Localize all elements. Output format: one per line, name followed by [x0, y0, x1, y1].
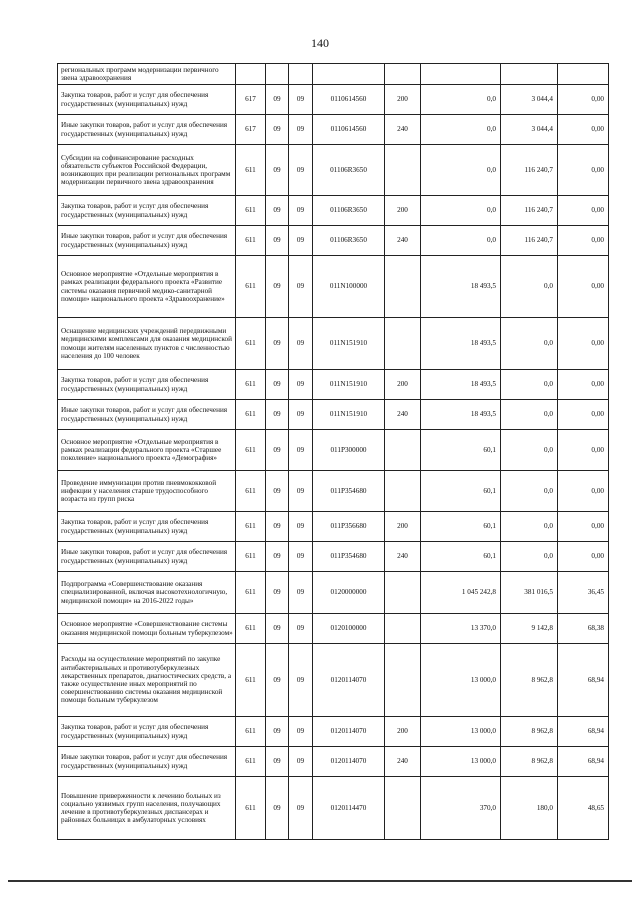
ministry-code-cell: 611: [236, 644, 266, 717]
planned-amount-cell: 18 493,5: [421, 318, 501, 370]
table-row: [58, 717, 609, 747]
subsection-code-cell: 09: [289, 115, 313, 145]
execution-percent-cell: 68,38: [558, 614, 609, 644]
executed-amount-cell: 381 016,5: [501, 572, 558, 614]
row-name-cell: региональных программ модернизации первичного звена здравоохранения: [58, 64, 236, 85]
subsection-code-cell: 09: [289, 777, 313, 840]
expense-type-cell: [385, 777, 421, 840]
target-article-cell: 0120100000: [313, 614, 385, 644]
subsection-code-cell: 09: [289, 226, 313, 256]
planned-amount-cell: [421, 64, 501, 85]
table-row: [58, 644, 609, 717]
expense-type-cell: 240: [385, 400, 421, 430]
row-name-cell: Основное мероприятие «Отдельные мероприятия в рамках реализации федерального проекта «Развитие системы оказания первичной медико-санитарной помощи» национального проекта «Здравоохранение»: [58, 256, 236, 318]
ministry-code-cell: 611: [236, 777, 266, 840]
section-code-cell: 09: [266, 370, 289, 400]
table-row: [58, 777, 609, 840]
section-code-cell: 09: [266, 115, 289, 145]
table-row: [58, 614, 609, 644]
ministry-code-cell: 611: [236, 370, 266, 400]
executed-amount-cell: 116 240,7: [501, 226, 558, 256]
target-article-cell: 01106R3650: [313, 196, 385, 226]
table-body: [58, 64, 609, 840]
planned-amount-cell: 0,0: [421, 85, 501, 115]
ministry-code-cell: 617: [236, 85, 266, 115]
row-name-cell: Закупка товаров, работ и услуг для обеспечения государственных (муниципальных) нужд: [58, 85, 236, 115]
executed-amount-cell: 9 142,8: [501, 614, 558, 644]
planned-amount-cell: 370,0: [421, 777, 501, 840]
target-article-cell: 0110614560: [313, 115, 385, 145]
executed-amount-cell: 8 962,8: [501, 717, 558, 747]
executed-amount-cell: 8 962,8: [501, 747, 558, 777]
table-row: [58, 85, 609, 115]
executed-amount-cell: 0,0: [501, 471, 558, 512]
expense-type-cell: [385, 318, 421, 370]
expense-type-cell: 240: [385, 542, 421, 572]
execution-percent-cell: 48,65: [558, 777, 609, 840]
subsection-code-cell: 09: [289, 614, 313, 644]
planned-amount-cell: 60,1: [421, 471, 501, 512]
expense-type-cell: 200: [385, 370, 421, 400]
section-code-cell: 09: [266, 572, 289, 614]
row-name-cell: Закупка товаров, работ и услуг для обеспечения государственных (муниципальных) нужд: [58, 370, 236, 400]
planned-amount-cell: 13 000,0: [421, 747, 501, 777]
section-code-cell: 09: [266, 430, 289, 471]
executed-amount-cell: 3 044,4: [501, 85, 558, 115]
expense-type-cell: [385, 430, 421, 471]
execution-percent-cell: 0,00: [558, 400, 609, 430]
execution-percent-cell: 0,00: [558, 430, 609, 471]
ministry-code-cell: 611: [236, 256, 266, 318]
subsection-code-cell: 09: [289, 196, 313, 226]
table-row: [58, 115, 609, 145]
executed-amount-cell: 0,0: [501, 430, 558, 471]
subsection-code-cell: 09: [289, 542, 313, 572]
ministry-code-cell: 611: [236, 542, 266, 572]
execution-percent-cell: 0,00: [558, 226, 609, 256]
execution-percent-cell: 0,00: [558, 471, 609, 512]
target-article-cell: 011P300000: [313, 430, 385, 471]
planned-amount-cell: 0,0: [421, 145, 501, 196]
target-article-cell: 011N100000: [313, 256, 385, 318]
execution-percent-cell: 0,00: [558, 115, 609, 145]
budget-table: [57, 63, 609, 840]
expense-type-cell: 200: [385, 512, 421, 542]
execution-percent-cell: 0,00: [558, 85, 609, 115]
execution-percent-cell: 0,00: [558, 145, 609, 196]
section-code-cell: 09: [266, 318, 289, 370]
target-article-cell: 011N151910: [313, 400, 385, 430]
section-code-cell: 09: [266, 542, 289, 572]
execution-percent-cell: [558, 64, 609, 85]
row-name-cell: Иные закупки товаров, работ и услуг для обеспечения государственных (муниципальных) нужд: [58, 226, 236, 256]
row-name-cell: Подпрограмма «Совершенствование оказания специализированной, включая высокотехнологичную, медицинской помощи» на 2016-2022 годы»: [58, 572, 236, 614]
execution-percent-cell: 0,00: [558, 370, 609, 400]
section-code-cell: 09: [266, 196, 289, 226]
planned-amount-cell: 18 493,5: [421, 370, 501, 400]
row-name-cell: Повышение приверженности к лечению больных из социально уязвимых групп населения, получающих лечение в противотуберкулезных диспансерах и районных больницах в амбулаторных условиях: [58, 777, 236, 840]
subsection-code-cell: 09: [289, 145, 313, 196]
table-row: [58, 512, 609, 542]
executed-amount-cell: 8 962,8: [501, 644, 558, 717]
target-article-cell: 011N151910: [313, 318, 385, 370]
ministry-code-cell: 611: [236, 400, 266, 430]
execution-percent-cell: 68,94: [558, 747, 609, 777]
target-article-cell: 011P354680: [313, 542, 385, 572]
section-code-cell: 09: [266, 85, 289, 115]
executed-amount-cell: 0,0: [501, 256, 558, 318]
section-code-cell: 09: [266, 747, 289, 777]
ministry-code-cell: 611: [236, 614, 266, 644]
subsection-code-cell: 09: [289, 747, 313, 777]
row-name-cell: Основное мероприятие «Отдельные мероприятия в рамках реализации федерального проекта «Старшее поколение» национального проекта «Демография»: [58, 430, 236, 471]
planned-amount-cell: 0,0: [421, 115, 501, 145]
page-number: 140: [311, 36, 329, 50]
table-row: [58, 256, 609, 318]
row-name-cell: Иные закупки товаров, работ и услуг для обеспечения государственных (муниципальных) нужд: [58, 542, 236, 572]
subsection-code-cell: [289, 64, 313, 85]
row-name-cell: Иные закупки товаров, работ и услуг для обеспечения государственных (муниципальных) нужд: [58, 747, 236, 777]
subsection-code-cell: 09: [289, 318, 313, 370]
expense-type-cell: [385, 256, 421, 318]
ministry-code-cell: 611: [236, 572, 266, 614]
subsection-code-cell: 09: [289, 400, 313, 430]
table-row: [58, 430, 609, 471]
section-code-cell: 09: [266, 256, 289, 318]
expense-type-cell: 200: [385, 85, 421, 115]
section-code-cell: 09: [266, 226, 289, 256]
section-code-cell: 09: [266, 614, 289, 644]
executed-amount-cell: 3 044,4: [501, 115, 558, 145]
section-code-cell: 09: [266, 717, 289, 747]
expense-type-cell: 200: [385, 717, 421, 747]
target-article-cell: 0120114470: [313, 777, 385, 840]
subsection-code-cell: 09: [289, 572, 313, 614]
ministry-code-cell: 611: [236, 471, 266, 512]
row-name-cell: Проведение иммунизации против пневмококковой инфекции у населения старше трудоспособного возраста из групп риска: [58, 471, 236, 512]
bottom-rule: [8, 880, 632, 882]
section-code-cell: 09: [266, 777, 289, 840]
planned-amount-cell: 18 493,5: [421, 256, 501, 318]
execution-percent-cell: 0,00: [558, 542, 609, 572]
subsection-code-cell: 09: [289, 85, 313, 115]
target-article-cell: 01106R3650: [313, 226, 385, 256]
row-name-cell: Иные закупки товаров, работ и услуг для обеспечения государственных (муниципальных) нужд: [58, 115, 236, 145]
expense-type-cell: [385, 145, 421, 196]
row-name-cell: Закупка товаров, работ и услуг для обеспечения государственных (муниципальных) нужд: [58, 512, 236, 542]
target-article-cell: 0120114070: [313, 644, 385, 717]
expense-type-cell: [385, 644, 421, 717]
table-row: [58, 572, 609, 614]
row-name-cell: Субсидии на софинансирование расходных обязательств субъектов Российской Федерации, возникающих при реализации региональных программ модернизации первичного звена здравоохранения: [58, 145, 236, 196]
table-row: [58, 370, 609, 400]
planned-amount-cell: 60,1: [421, 430, 501, 471]
row-name-cell: Закупка товаров, работ и услуг для обеспечения государственных (муниципальных) нужд: [58, 717, 236, 747]
row-name-cell: Основное мероприятие «Совершенствование системы оказания медицинской помощи больным туберкулезом»: [58, 614, 236, 644]
ministry-code-cell: 611: [236, 512, 266, 542]
table-row: [58, 226, 609, 256]
ministry-code-cell: 617: [236, 115, 266, 145]
target-article-cell: 011N151910: [313, 370, 385, 400]
executed-amount-cell: 0,0: [501, 318, 558, 370]
planned-amount-cell: 0,0: [421, 196, 501, 226]
planned-amount-cell: 18 493,5: [421, 400, 501, 430]
table-row: [58, 196, 609, 226]
expense-type-cell: 240: [385, 115, 421, 145]
row-name-cell: Закупка товаров, работ и услуг для обеспечения государственных (муниципальных) нужд: [58, 196, 236, 226]
execution-percent-cell: 0,00: [558, 196, 609, 226]
subsection-code-cell: 09: [289, 512, 313, 542]
expense-type-cell: [385, 64, 421, 85]
execution-percent-cell: 68,94: [558, 717, 609, 747]
table-row: [58, 145, 609, 196]
subsection-code-cell: 09: [289, 370, 313, 400]
executed-amount-cell: [501, 64, 558, 85]
expense-type-cell: 200: [385, 196, 421, 226]
target-article-cell: [313, 64, 385, 85]
expense-type-cell: [385, 614, 421, 644]
planned-amount-cell: 13 000,0: [421, 717, 501, 747]
expense-type-cell: 240: [385, 226, 421, 256]
target-article-cell: 01106R3650: [313, 145, 385, 196]
subsection-code-cell: 09: [289, 256, 313, 318]
subsection-code-cell: 09: [289, 430, 313, 471]
section-code-cell: 09: [266, 145, 289, 196]
planned-amount-cell: 13 370,0: [421, 614, 501, 644]
executed-amount-cell: 0,0: [501, 542, 558, 572]
executed-amount-cell: 0,0: [501, 400, 558, 430]
section-code-cell: 09: [266, 471, 289, 512]
target-article-cell: 0110614560: [313, 85, 385, 115]
executed-amount-cell: 0,0: [501, 370, 558, 400]
ministry-code-cell: 611: [236, 717, 266, 747]
target-article-cell: 0120114070: [313, 717, 385, 747]
execution-percent-cell: 0,00: [558, 318, 609, 370]
planned-amount-cell: 1 045 242,8: [421, 572, 501, 614]
table-row: [58, 747, 609, 777]
section-code-cell: [266, 64, 289, 85]
subsection-code-cell: 09: [289, 644, 313, 717]
table-row: [58, 64, 609, 85]
execution-percent-cell: 0,00: [558, 512, 609, 542]
expense-type-cell: 240: [385, 747, 421, 777]
execution-percent-cell: 68,94: [558, 644, 609, 717]
expense-type-cell: [385, 471, 421, 512]
table-row: [58, 400, 609, 430]
section-code-cell: 09: [266, 644, 289, 717]
planned-amount-cell: 60,1: [421, 512, 501, 542]
planned-amount-cell: 0,0: [421, 226, 501, 256]
target-article-cell: 0120114070: [313, 747, 385, 777]
ministry-code-cell: 611: [236, 430, 266, 471]
table-row: [58, 471, 609, 512]
row-name-cell: Иные закупки товаров, работ и услуг для обеспечения государственных (муниципальных) нужд: [58, 400, 236, 430]
ministry-code-cell: [236, 64, 266, 85]
executed-amount-cell: 0,0: [501, 512, 558, 542]
ministry-code-cell: 611: [236, 196, 266, 226]
target-article-cell: 011P354680: [313, 471, 385, 512]
row-name-cell: Расходы на осуществление мероприятий по закупке антибактериальных и противотуберкулезных лекарственных препаратов, диагностических средств, а также осуществление иных мероприятий по совершенствованию системы оказания медицинской помощи больным туберкулезом: [58, 644, 236, 717]
table-row: [58, 318, 609, 370]
row-name-cell: Оснащение медицинских учреждений передвижными медицинскими комплексами для оказания медицинской помощи жителям населенных пунктов с численностью населения до 100 человек: [58, 318, 236, 370]
section-code-cell: 09: [266, 400, 289, 430]
executed-amount-cell: 180,0: [501, 777, 558, 840]
subsection-code-cell: 09: [289, 717, 313, 747]
subsection-code-cell: 09: [289, 471, 313, 512]
ministry-code-cell: 611: [236, 226, 266, 256]
executed-amount-cell: 116 240,7: [501, 145, 558, 196]
target-article-cell: 011P356680: [313, 512, 385, 542]
target-article-cell: 0120000000: [313, 572, 385, 614]
ministry-code-cell: 611: [236, 318, 266, 370]
ministry-code-cell: 611: [236, 145, 266, 196]
section-code-cell: 09: [266, 512, 289, 542]
execution-percent-cell: 36,45: [558, 572, 609, 614]
executed-amount-cell: 116 240,7: [501, 196, 558, 226]
table-row: [58, 542, 609, 572]
planned-amount-cell: 13 000,0: [421, 644, 501, 717]
ministry-code-cell: 611: [236, 747, 266, 777]
planned-amount-cell: 60,1: [421, 542, 501, 572]
execution-percent-cell: 0,00: [558, 256, 609, 318]
expense-type-cell: [385, 572, 421, 614]
